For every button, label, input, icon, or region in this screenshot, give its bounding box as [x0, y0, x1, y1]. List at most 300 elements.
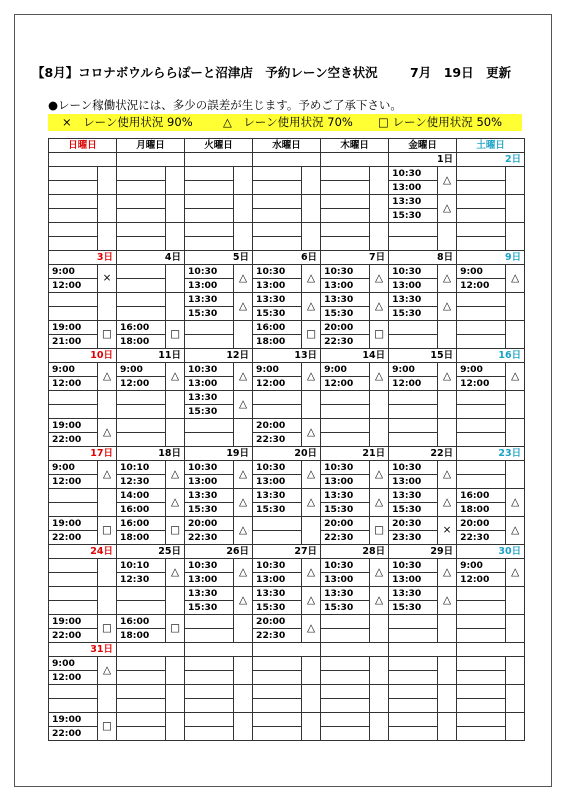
slot-status: △: [302, 615, 321, 643]
slot-time: [321, 405, 370, 419]
day-number: 6日: [253, 251, 321, 265]
slot-time: [321, 419, 370, 433]
slot-time: 12:00: [321, 377, 370, 391]
slot-time: 14:00: [117, 489, 166, 503]
slot-status: △: [234, 517, 253, 545]
day-number: [457, 643, 525, 657]
slot-time: 9:00: [253, 363, 302, 377]
slot-status: △: [302, 293, 321, 321]
slot-time: 19:00: [49, 615, 98, 629]
day-number: 31日: [49, 643, 117, 657]
slot-status: [302, 713, 321, 741]
slot-time: [253, 517, 302, 531]
slot-time: [49, 489, 98, 503]
slot-time: [389, 685, 438, 699]
slot-time: 13:30: [321, 587, 370, 601]
slot-status: △: [438, 167, 457, 195]
slot-time: 10:30: [253, 265, 302, 279]
slot-time: 13:00: [253, 475, 302, 489]
slot-time: 10:30: [185, 265, 234, 279]
slot-status: [370, 167, 389, 195]
slot-time: [117, 587, 166, 601]
slot-time: 22:00: [49, 433, 98, 447]
slot-status: [506, 223, 525, 251]
slot-time: 16:00: [457, 489, 506, 503]
slot-time: [457, 475, 506, 489]
slot-status: △: [506, 265, 525, 293]
slot-time: 10:30: [389, 559, 438, 573]
slot-status: [506, 293, 525, 321]
slot-status: [302, 167, 321, 195]
slot-time: 9:00: [457, 265, 506, 279]
slot-status: [506, 321, 525, 349]
slot-status: □: [98, 321, 117, 349]
slot-status: □: [370, 321, 389, 349]
slot-time: 12:00: [253, 377, 302, 391]
slot-status: △: [98, 419, 117, 447]
slot-time: 9:00: [49, 461, 98, 475]
slot-status: [234, 223, 253, 251]
slot-time: 12:30: [117, 573, 166, 587]
slot-status: △: [370, 293, 389, 321]
slot-status: △: [370, 559, 389, 587]
slot-time: [49, 685, 98, 699]
slot-status: [166, 195, 185, 223]
slot-time: 13:00: [389, 573, 438, 587]
slot-time: 10:30: [185, 559, 234, 573]
slot-status: [370, 713, 389, 741]
slot-status: △: [166, 559, 185, 587]
slot-time: 9:00: [321, 363, 370, 377]
slot-time: 13:00: [389, 181, 438, 195]
slot-time: [389, 405, 438, 419]
slot-status: △: [438, 363, 457, 391]
weekday-header: 水曜日: [253, 139, 321, 153]
slot-status: [438, 713, 457, 741]
slot-time: [457, 391, 506, 405]
slot-time: 22:00: [49, 531, 98, 545]
slot-time: 15:30: [253, 307, 302, 321]
slot-time: 9:00: [457, 559, 506, 573]
slot-time: 22:30: [321, 531, 370, 545]
slot-time: [253, 237, 302, 251]
slot-status: [234, 713, 253, 741]
slot-status: [370, 685, 389, 713]
slot-status: △: [438, 587, 457, 615]
slot-time: [253, 391, 302, 405]
weekday-header: 日曜日: [49, 139, 117, 153]
slot-time: [457, 181, 506, 195]
slot-time: [389, 727, 438, 741]
slot-time: [389, 335, 438, 349]
slot-status: [370, 615, 389, 643]
day-number: [321, 643, 389, 657]
slot-status: [234, 167, 253, 195]
slot-time: [117, 699, 166, 713]
slot-time: [49, 307, 98, 321]
day-number: 13日: [253, 349, 321, 363]
slot-time: [321, 727, 370, 741]
slot-status: △: [302, 559, 321, 587]
slot-time: 22:30: [457, 531, 506, 545]
slot-time: 12:00: [457, 279, 506, 293]
slot-time: 16:00: [117, 503, 166, 517]
day-number: 3日: [49, 251, 117, 265]
slot-time: 10:30: [389, 461, 438, 475]
slot-time: [49, 195, 98, 209]
slot-status: [370, 223, 389, 251]
slot-status: ×: [98, 265, 117, 293]
slot-time: 13:30: [253, 489, 302, 503]
slot-time: [457, 223, 506, 237]
slot-status: □: [98, 517, 117, 545]
title-text: 【8月】コロナボウルららぽーと沼津店 予約レーン空き状況: [32, 65, 378, 80]
slot-time: 9:00: [49, 265, 98, 279]
slot-time: [321, 433, 370, 447]
slot-time: [389, 419, 438, 433]
slot-time: [117, 391, 166, 405]
weekday-header: 土曜日: [457, 139, 525, 153]
slot-status: [370, 391, 389, 419]
slot-time: 23:30: [389, 531, 438, 545]
slot-time: 12:00: [49, 475, 98, 489]
slot-time: 15:30: [253, 503, 302, 517]
notice-text: ●レーン稼働状況には、多少の誤差が生じます。予めご了承下さい。: [48, 98, 402, 112]
slot-time: [457, 405, 506, 419]
slot-time: 18:00: [457, 503, 506, 517]
slot-time: [457, 601, 506, 615]
slot-time: 12:00: [49, 671, 98, 685]
slot-time: [389, 671, 438, 685]
slot-time: 22:00: [49, 727, 98, 741]
slot-status: △: [302, 587, 321, 615]
slot-status: △: [98, 363, 117, 391]
update-date: 7月 19日 更新: [410, 65, 512, 80]
slot-time: 13:30: [389, 195, 438, 209]
slot-time: 10:10: [117, 461, 166, 475]
slot-time: [185, 209, 234, 223]
slot-time: 20:00: [253, 615, 302, 629]
slot-time: 13:00: [321, 475, 370, 489]
slot-status: △: [166, 489, 185, 517]
slot-time: [457, 419, 506, 433]
slot-time: [185, 629, 234, 643]
slot-time: [457, 195, 506, 209]
slot-status: △: [234, 293, 253, 321]
slot-time: [49, 559, 98, 573]
slot-time: [117, 671, 166, 685]
slot-status: △: [438, 265, 457, 293]
slot-time: 13:30: [253, 293, 302, 307]
slot-status: [438, 223, 457, 251]
slot-time: [185, 321, 234, 335]
slot-time: [117, 405, 166, 419]
slot-time: [457, 307, 506, 321]
slot-status: [302, 657, 321, 685]
day-number: 10日: [49, 349, 117, 363]
slot-time: 13:30: [321, 293, 370, 307]
slot-time: 13:00: [321, 573, 370, 587]
slot-time: 13:00: [185, 279, 234, 293]
slot-time: [49, 405, 98, 419]
slot-time: 12:00: [457, 573, 506, 587]
slot-time: 15:30: [389, 307, 438, 321]
slot-status: [98, 391, 117, 419]
slot-time: [117, 293, 166, 307]
day-number: 1日: [389, 153, 457, 167]
slot-time: 20:00: [321, 517, 370, 531]
slot-status: [302, 195, 321, 223]
slot-status: [234, 685, 253, 713]
day-number: 9日: [457, 251, 525, 265]
slot-time: 15:30: [321, 307, 370, 321]
slot-time: [253, 181, 302, 195]
slot-time: [185, 181, 234, 195]
day-number: [185, 153, 253, 167]
slot-time: [457, 671, 506, 685]
slot-time: [457, 321, 506, 335]
day-number: 26日: [185, 545, 253, 559]
slot-time: [457, 237, 506, 251]
slot-status: □: [166, 517, 185, 545]
slot-time: 10:30: [253, 461, 302, 475]
slot-status: [98, 167, 117, 195]
slot-time: [457, 461, 506, 475]
slot-time: [253, 699, 302, 713]
slot-status: □: [98, 615, 117, 643]
slot-time: 12:00: [457, 377, 506, 391]
slot-time: [185, 657, 234, 671]
slot-status: [98, 223, 117, 251]
slot-status: △: [506, 517, 525, 545]
slot-time: 22:00: [49, 629, 98, 643]
slot-time: [185, 167, 234, 181]
day-number: [253, 643, 321, 657]
slot-time: [457, 727, 506, 741]
slot-time: [49, 587, 98, 601]
day-number: [49, 153, 117, 167]
slot-status: [438, 391, 457, 419]
slot-time: 22:30: [253, 629, 302, 643]
slot-time: [49, 391, 98, 405]
day-number: 5日: [185, 251, 253, 265]
day-number: 16日: [457, 349, 525, 363]
slot-time: [117, 685, 166, 699]
slot-time: 21:00: [49, 335, 98, 349]
slot-time: [49, 209, 98, 223]
slot-status: △: [438, 489, 457, 517]
slot-time: [321, 209, 370, 223]
legend-item-50: □ レーン使用状況 50%: [378, 115, 503, 129]
slot-status: [506, 615, 525, 643]
slot-time: [457, 685, 506, 699]
slot-time: [253, 195, 302, 209]
slot-time: [389, 223, 438, 237]
day-number: 29日: [389, 545, 457, 559]
slot-time: 15:30: [389, 209, 438, 223]
day-number: 7日: [321, 251, 389, 265]
slot-status: △: [370, 587, 389, 615]
slot-time: [117, 237, 166, 251]
slot-status: △: [302, 489, 321, 517]
slot-status: △: [166, 363, 185, 391]
slot-time: [253, 167, 302, 181]
slot-status: [506, 685, 525, 713]
slot-status: [98, 293, 117, 321]
slot-status: [506, 391, 525, 419]
slot-time: 20:00: [185, 517, 234, 531]
slot-time: [457, 615, 506, 629]
day-number: 17日: [49, 447, 117, 461]
slot-time: [253, 685, 302, 699]
slot-status: □: [370, 517, 389, 545]
day-number: 23日: [457, 447, 525, 461]
slot-status: [370, 195, 389, 223]
slot-time: 9:00: [49, 657, 98, 671]
slot-time: [49, 573, 98, 587]
slot-time: [457, 433, 506, 447]
slot-status: [438, 419, 457, 447]
slot-time: [185, 685, 234, 699]
slot-status: □: [166, 321, 185, 349]
slot-status: △: [438, 195, 457, 223]
day-number: 24日: [49, 545, 117, 559]
slot-time: [117, 433, 166, 447]
slot-status: [234, 321, 253, 349]
slot-status: △: [370, 461, 389, 489]
slot-status: [302, 223, 321, 251]
slot-time: [321, 195, 370, 209]
slot-status: △: [302, 363, 321, 391]
slot-time: 16:00: [117, 321, 166, 335]
slot-time: [457, 335, 506, 349]
slot-time: 16:00: [117, 615, 166, 629]
slot-time: [117, 307, 166, 321]
day-number: 28日: [321, 545, 389, 559]
slot-status: [98, 559, 117, 587]
slot-time: [49, 167, 98, 181]
slot-time: [321, 223, 370, 237]
slot-status: [166, 293, 185, 321]
slot-status: △: [370, 265, 389, 293]
slot-time: [389, 237, 438, 251]
slot-time: 20:30: [389, 517, 438, 531]
slot-status: △: [166, 461, 185, 489]
slot-time: 13:00: [185, 475, 234, 489]
slot-status: [234, 657, 253, 685]
day-number: 8日: [389, 251, 457, 265]
slot-time: [185, 195, 234, 209]
slot-time: [253, 713, 302, 727]
slot-time: 10:30: [321, 265, 370, 279]
slot-time: [117, 265, 166, 279]
slot-status: [98, 195, 117, 223]
slot-status: [302, 517, 321, 545]
slot-status: [166, 419, 185, 447]
slot-time: [389, 321, 438, 335]
slot-time: [49, 181, 98, 195]
weekday-header: 月曜日: [117, 139, 185, 153]
slot-time: [457, 209, 506, 223]
slot-time: 22:30: [321, 335, 370, 349]
slot-status: △: [234, 587, 253, 615]
slot-status: [166, 391, 185, 419]
slot-time: [117, 209, 166, 223]
slot-time: 12:30: [117, 475, 166, 489]
slot-time: 13:00: [321, 279, 370, 293]
slot-time: [49, 223, 98, 237]
slot-time: [253, 223, 302, 237]
slot-time: [457, 587, 506, 601]
slot-time: [389, 713, 438, 727]
slot-time: [185, 237, 234, 251]
slot-time: 15:30: [185, 307, 234, 321]
slot-status: △: [302, 419, 321, 447]
day-number: [389, 643, 457, 657]
slot-time: [117, 279, 166, 293]
slot-time: 9:00: [117, 363, 166, 377]
slot-status: [98, 587, 117, 615]
slot-time: 10:30: [321, 559, 370, 573]
slot-status: △: [234, 363, 253, 391]
slot-time: [321, 657, 370, 671]
slot-time: 13:30: [185, 587, 234, 601]
slot-time: 15:30: [389, 503, 438, 517]
slot-time: [321, 671, 370, 685]
slot-status: △: [438, 293, 457, 321]
slot-status: [166, 223, 185, 251]
slot-time: 15:30: [253, 601, 302, 615]
slot-time: [117, 167, 166, 181]
slot-time: [185, 615, 234, 629]
slot-time: 9:00: [457, 363, 506, 377]
slot-time: 20:00: [253, 419, 302, 433]
slot-status: □: [166, 615, 185, 643]
slot-time: [185, 419, 234, 433]
slot-status: [506, 461, 525, 489]
day-number: 15日: [389, 349, 457, 363]
slot-status: △: [370, 363, 389, 391]
slot-time: 13:30: [253, 587, 302, 601]
slot-time: [321, 699, 370, 713]
slot-time: [389, 615, 438, 629]
day-number: 19日: [185, 447, 253, 461]
day-number: [185, 643, 253, 657]
slot-status: [506, 419, 525, 447]
slot-time: [117, 601, 166, 615]
slot-time: 12:00: [389, 377, 438, 391]
legend-bar: [48, 114, 522, 131]
slot-time: 13:00: [253, 279, 302, 293]
slot-time: [49, 699, 98, 713]
slot-time: 15:30: [185, 405, 234, 419]
slot-status: [166, 587, 185, 615]
slot-status: [438, 685, 457, 713]
slot-time: 13:30: [185, 391, 234, 405]
slot-status: [98, 685, 117, 713]
slot-time: 13:00: [253, 573, 302, 587]
slot-status: [506, 167, 525, 195]
slot-time: [457, 657, 506, 671]
slot-time: [117, 713, 166, 727]
availability-calendar: [48, 138, 525, 741]
day-number: 30日: [457, 545, 525, 559]
slot-status: △: [370, 489, 389, 517]
slot-time: [321, 391, 370, 405]
slot-status: △: [234, 559, 253, 587]
slot-time: [49, 237, 98, 251]
slot-status: △: [302, 461, 321, 489]
